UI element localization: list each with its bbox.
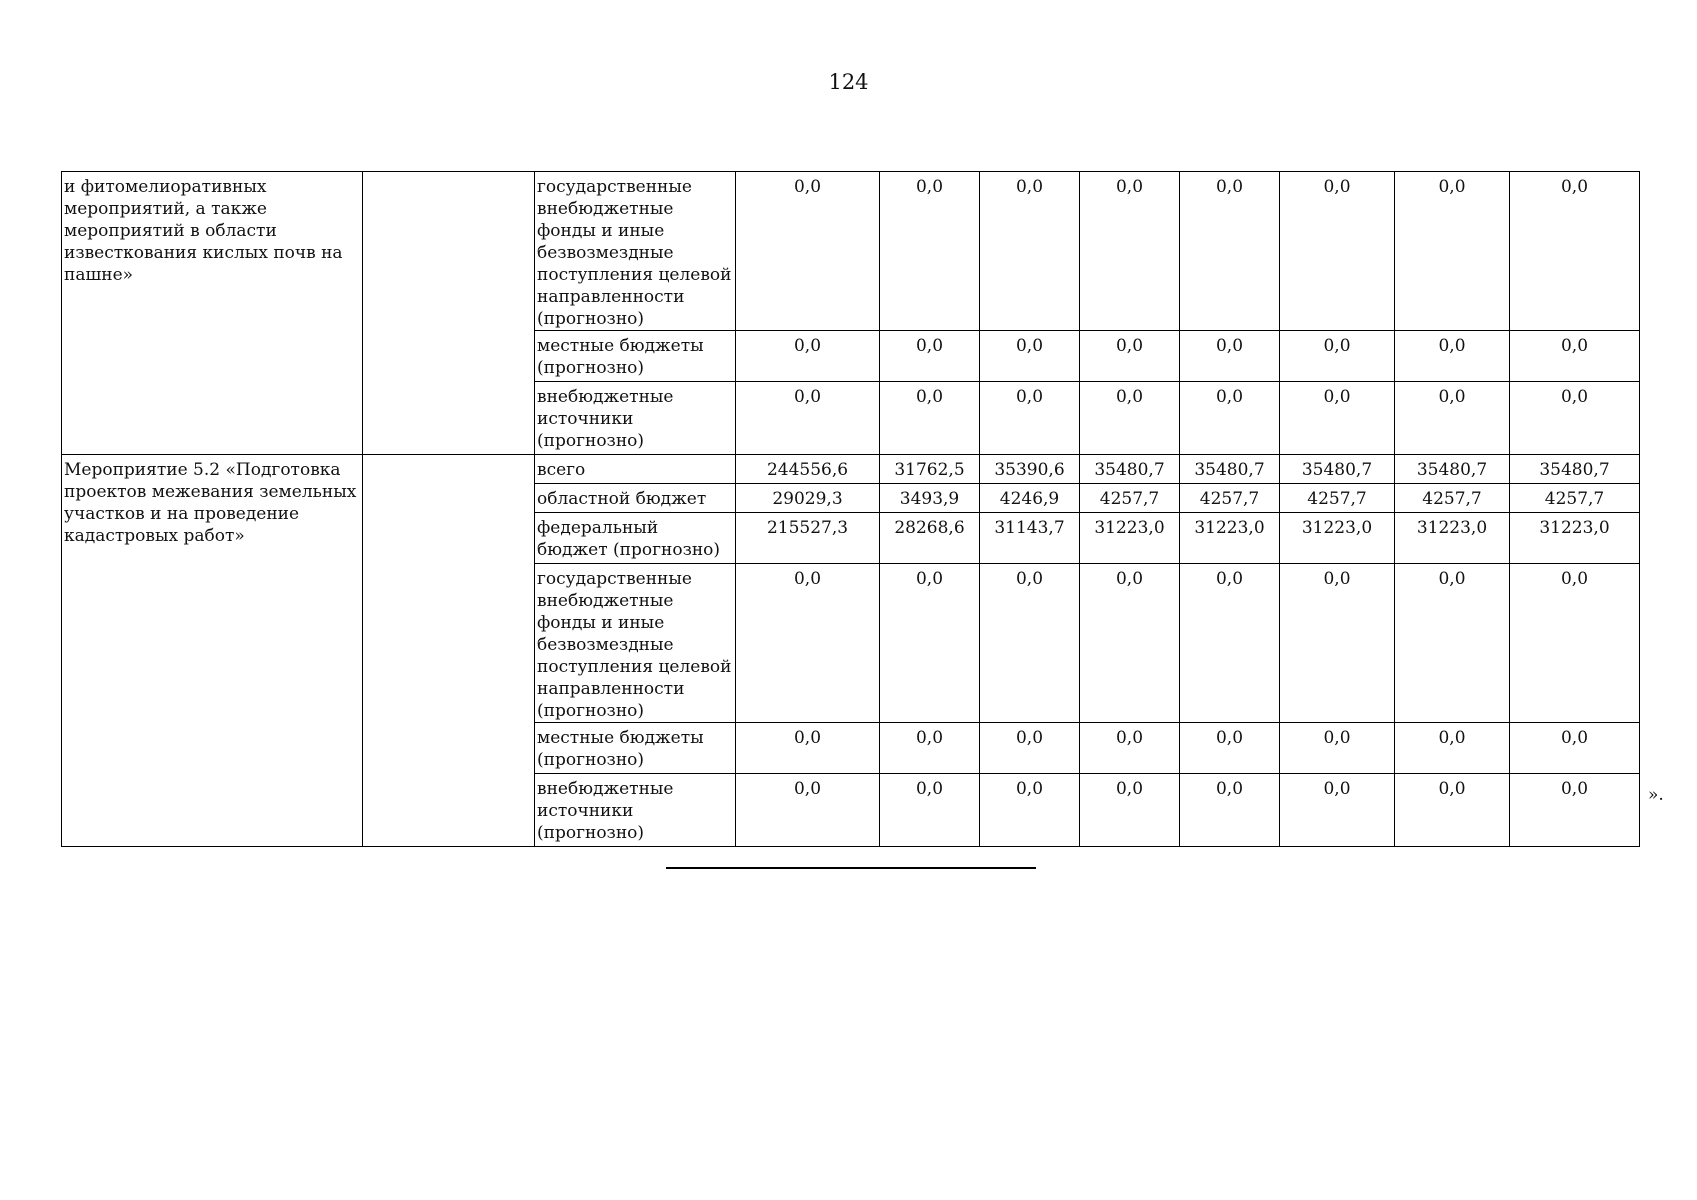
end-rule — [666, 867, 1036, 869]
year-amount-cell: 0,0 — [1280, 774, 1395, 847]
year-amount-cell: 31223,0 — [1280, 513, 1395, 564]
activity-description-cell: Мероприятие 5.2 «Подготовка проектов межевания земельных участков и на проведение кадастровых работ» — [62, 455, 363, 847]
year-amount-cell: 0,0 — [1080, 774, 1180, 847]
funding-source-cell: государственные внебюджетные фонды и иные безвозмездные поступления целевой направленности (прогнозно) — [535, 172, 736, 331]
closing-quote: ». — [1648, 785, 1664, 805]
year-amount-cell: 0,0 — [980, 382, 1080, 455]
funding-source-cell: федеральный бюджет (прогнозно) — [535, 513, 736, 564]
year-amount-cell: 0,0 — [1395, 331, 1510, 382]
year-amount-cell: 0,0 — [880, 564, 980, 723]
year-amount-cell: 0,0 — [1510, 331, 1640, 382]
total-amount-cell: 0,0 — [736, 564, 880, 723]
year-amount-cell: 0,0 — [1395, 382, 1510, 455]
year-amount-cell: 0,0 — [1280, 564, 1395, 723]
year-amount-cell: 0,0 — [1280, 723, 1395, 774]
year-amount-cell: 0,0 — [1180, 564, 1280, 723]
year-amount-cell: 0,0 — [1510, 774, 1640, 847]
table-row — [62, 455, 1640, 484]
year-amount-cell: 4257,7 — [1180, 484, 1280, 513]
total-amount-cell: 215527,3 — [736, 513, 880, 564]
year-amount-cell: 0,0 — [1080, 723, 1180, 774]
year-amount-cell: 0,0 — [1180, 774, 1280, 847]
year-amount-cell: 4257,7 — [1280, 484, 1395, 513]
funding-source-cell: областной бюджет — [535, 484, 736, 513]
funding-source-cell: внебюджетные источники (прогнозно) — [535, 774, 736, 847]
year-amount-cell: 4257,7 — [1395, 484, 1510, 513]
year-amount-cell: 0,0 — [1510, 564, 1640, 723]
funding-source-cell: государственные внебюджетные фонды и иные безвозмездные поступления целевой направленности (прогнозно) — [535, 564, 736, 723]
year-amount-cell: 0,0 — [880, 331, 980, 382]
total-amount-cell: 0,0 — [736, 382, 880, 455]
page-number: 124 — [828, 70, 869, 94]
total-amount-cell: 29029,3 — [736, 484, 880, 513]
budget-table — [61, 171, 1640, 847]
year-amount-cell: 4246,9 — [980, 484, 1080, 513]
year-amount-cell: 35480,7 — [1510, 455, 1640, 484]
year-amount-cell: 0,0 — [1395, 564, 1510, 723]
year-amount-cell: 35480,7 — [1080, 455, 1180, 484]
year-amount-cell: 0,0 — [1080, 172, 1180, 331]
year-amount-cell: 0,0 — [880, 172, 980, 331]
year-amount-cell: 0,0 — [1080, 331, 1180, 382]
year-amount-cell: 0,0 — [1180, 331, 1280, 382]
total-amount-cell: 244556,6 — [736, 455, 880, 484]
year-amount-cell: 0,0 — [980, 774, 1080, 847]
year-amount-cell: 35480,7 — [1180, 455, 1280, 484]
funding-source-cell: местные бюджеты (прогнозно) — [535, 723, 736, 774]
total-amount-cell: 0,0 — [736, 331, 880, 382]
year-amount-cell: 0,0 — [1180, 382, 1280, 455]
year-amount-cell: 0,0 — [1395, 723, 1510, 774]
year-amount-cell: 0,0 — [1280, 172, 1395, 331]
year-amount-cell: 0,0 — [980, 331, 1080, 382]
year-amount-cell: 35480,7 — [1395, 455, 1510, 484]
year-amount-cell: 0,0 — [1280, 331, 1395, 382]
year-amount-cell: 31223,0 — [1080, 513, 1180, 564]
total-amount-cell: 0,0 — [736, 723, 880, 774]
year-amount-cell: 0,0 — [1180, 172, 1280, 331]
year-amount-cell: 0,0 — [880, 382, 980, 455]
total-amount-cell: 0,0 — [736, 774, 880, 847]
year-amount-cell: 28268,6 — [880, 513, 980, 564]
year-amount-cell: 0,0 — [1280, 382, 1395, 455]
executor-cell — [363, 172, 535, 455]
year-amount-cell: 0,0 — [880, 774, 980, 847]
year-amount-cell: 0,0 — [1510, 723, 1640, 774]
year-amount-cell: 0,0 — [1080, 564, 1180, 723]
activity-description-cell: и фитомелиоративных мероприятий, а также мероприятий в области известкования кислых почв на пашне» — [62, 172, 363, 455]
funding-source-cell: всего — [535, 455, 736, 484]
year-amount-cell: 4257,7 — [1080, 484, 1180, 513]
total-amount-cell: 0,0 — [736, 172, 880, 331]
year-amount-cell: 0,0 — [1080, 382, 1180, 455]
year-amount-cell: 31223,0 — [1395, 513, 1510, 564]
year-amount-cell: 0,0 — [880, 723, 980, 774]
year-amount-cell: 0,0 — [1395, 172, 1510, 331]
year-amount-cell: 0,0 — [1395, 774, 1510, 847]
year-amount-cell: 31223,0 — [1510, 513, 1640, 564]
year-amount-cell: 0,0 — [980, 172, 1080, 331]
year-amount-cell: 31223,0 — [1180, 513, 1280, 564]
year-amount-cell: 0,0 — [980, 564, 1080, 723]
year-amount-cell: 4257,7 — [1510, 484, 1640, 513]
year-amount-cell: 31143,7 — [980, 513, 1080, 564]
executor-cell — [363, 455, 535, 847]
table-row — [62, 172, 1640, 331]
funding-source-cell: местные бюджеты (прогнозно) — [535, 331, 736, 382]
year-amount-cell: 0,0 — [1180, 723, 1280, 774]
year-amount-cell: 35480,7 — [1280, 455, 1395, 484]
year-amount-cell: 0,0 — [1510, 382, 1640, 455]
year-amount-cell: 31762,5 — [880, 455, 980, 484]
year-amount-cell: 0,0 — [980, 723, 1080, 774]
funding-source-cell: внебюджетные источники (прогнозно) — [535, 382, 736, 455]
year-amount-cell: 3493,9 — [880, 484, 980, 513]
year-amount-cell: 35390,6 — [980, 455, 1080, 484]
year-amount-cell: 0,0 — [1510, 172, 1640, 331]
